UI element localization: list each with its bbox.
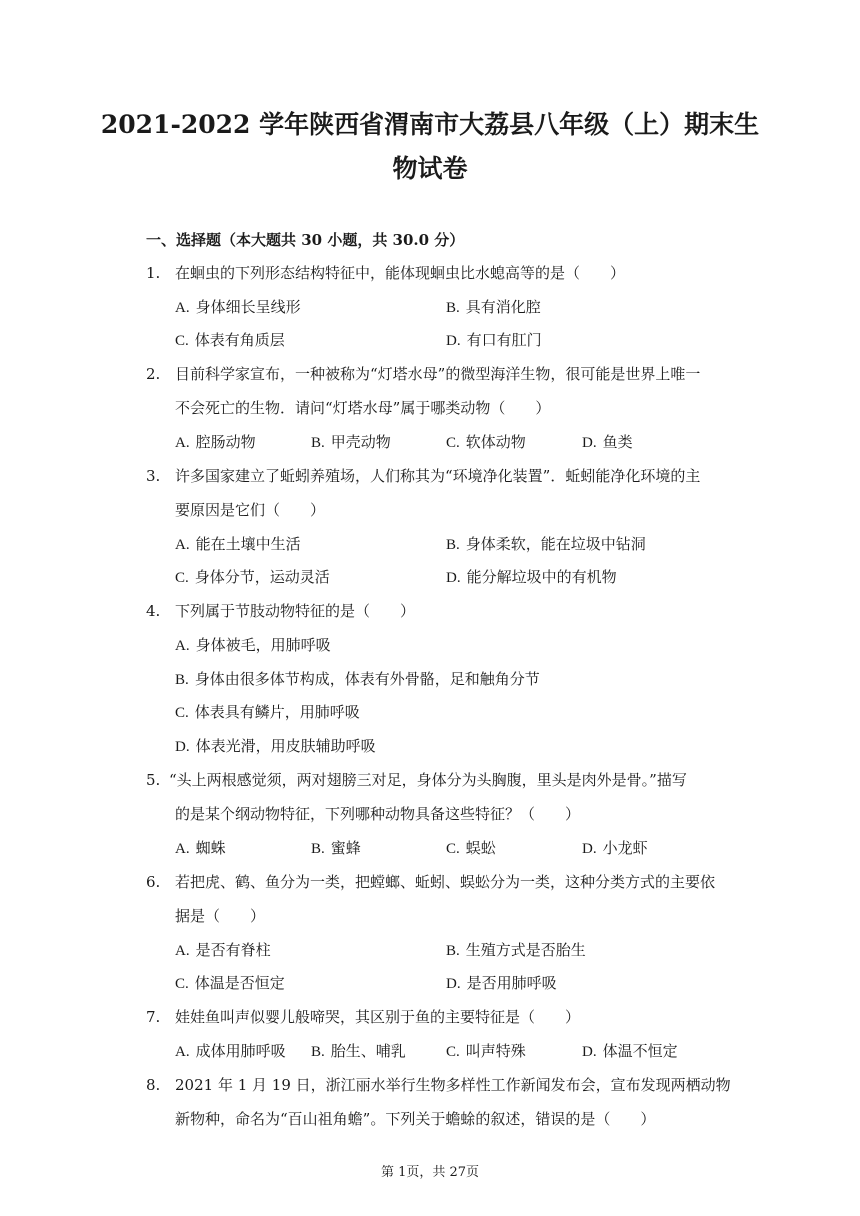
option-text: 腔肠动物 xyxy=(195,433,256,451)
option-text: 具有消化腔 xyxy=(465,298,541,316)
option-text: 是否用肺呼吸 xyxy=(466,974,557,992)
option-key: A. xyxy=(175,943,190,959)
option xyxy=(446,534,646,555)
question-text: 据是（ ） xyxy=(175,907,266,925)
option-text: 身体分节，运动灵活 xyxy=(194,568,330,586)
option-text: 生殖方式是否胎生 xyxy=(465,941,586,959)
option xyxy=(175,838,226,859)
option-key: C. xyxy=(175,976,189,992)
question-number: 2. xyxy=(146,365,161,383)
option xyxy=(582,1041,678,1062)
question-number: 4. xyxy=(146,602,161,620)
option-text: 小龙虾 xyxy=(602,839,648,857)
question-text: 的是某个纲动物特征，下列哪种动物具备这些特征？（ ） xyxy=(175,805,581,823)
option xyxy=(311,1041,406,1062)
option-key: D. xyxy=(446,570,461,586)
option xyxy=(175,330,285,351)
question-text: 不会死亡的生物．请问“灯塔水母”属于哪类动物（ ） xyxy=(175,399,551,417)
question-number: 3. xyxy=(146,467,161,485)
option xyxy=(175,940,271,961)
option xyxy=(175,534,301,555)
option-text: 能分解垃圾中的有机物 xyxy=(466,568,617,586)
option-text: 鱼类 xyxy=(602,433,633,451)
question-text: 在蛔虫的下列形态结构特征中，能体现蛔虫比水螅高等的是（ ） xyxy=(175,264,626,282)
option-text: 身体被毛，用肺呼吸 xyxy=(195,636,331,654)
option xyxy=(175,1041,286,1062)
question-text: 娃娃鱼叫声似婴儿般啼哭，其区别于鱼的主要特征是（ ） xyxy=(175,1008,581,1026)
option-key: B. xyxy=(311,435,325,451)
option xyxy=(446,973,557,994)
question-number: 1. xyxy=(146,264,161,282)
option xyxy=(311,838,361,859)
option-key: D. xyxy=(582,841,597,857)
option-key: A. xyxy=(175,300,190,316)
option xyxy=(175,432,256,453)
option-text: 叫声特殊 xyxy=(465,1042,526,1060)
option-text: 是否有脊柱 xyxy=(195,941,271,959)
option-text: 蜘蛛 xyxy=(195,839,226,857)
option-key: D. xyxy=(582,435,597,451)
option-text: 体表有角质层 xyxy=(194,331,285,349)
option-key: C. xyxy=(175,705,189,721)
question-text: 许多国家建立了蚯蚓养殖场，人们称其为“环境净化装置”．蚯蚓能净化环境的主 xyxy=(175,467,701,485)
option-text: 体温是否恒定 xyxy=(194,974,285,992)
option-key: C. xyxy=(446,841,460,857)
option-key: B. xyxy=(446,300,460,316)
option-key: B. xyxy=(311,1044,325,1060)
option-key: D. xyxy=(582,1044,597,1060)
option-text: 身体柔软，能在垃圾中钻洞 xyxy=(465,535,646,553)
option-text: 成体用肺呼吸 xyxy=(195,1042,286,1060)
option xyxy=(311,432,391,453)
option xyxy=(175,669,540,690)
option xyxy=(175,567,330,588)
question-number: 8. xyxy=(146,1076,161,1094)
option xyxy=(446,1041,526,1062)
option xyxy=(175,635,331,656)
option-key: C. xyxy=(446,435,460,451)
page-title-line-1: 2021-2022 学年陕西省渭南市大荔县八年级（上）期末生 xyxy=(100,110,760,139)
option-text: 甲壳动物 xyxy=(330,433,391,451)
question-text: 目前科学家宣布，一种被称为“灯塔水母”的微型海洋生物，很可能是世界上唯一 xyxy=(175,365,701,383)
option xyxy=(175,297,301,318)
option-text: 体表具有鳞片，用肺呼吸 xyxy=(194,703,360,721)
option xyxy=(175,973,285,994)
option-key: B. xyxy=(311,841,325,857)
option-key: D. xyxy=(446,333,461,349)
option-text: 身体细长呈线形 xyxy=(195,298,301,316)
option xyxy=(175,736,376,757)
option xyxy=(446,838,496,859)
question-text: 2021 年 1 月 19 日，浙江丽水举行生物多样性工作新闻发布会，宣布发现两栖动物 xyxy=(175,1076,731,1094)
option-text: 胎生、哺乳 xyxy=(330,1042,406,1060)
option xyxy=(446,432,526,453)
option xyxy=(446,330,542,351)
question-text: “头上两根感觉须，两对翅膀三对足，身体分为头胸腹，里头是肉外是骨。”描写 xyxy=(169,771,687,789)
option-text: 能在土壤中生活 xyxy=(195,535,301,553)
page-title-line-2: 物试卷 xyxy=(392,154,468,183)
option-key: A. xyxy=(175,537,190,553)
option-key: A. xyxy=(175,1044,190,1060)
section-heading: 一、选择题（本大题共 30 小题，共 30.0 分） xyxy=(146,231,465,249)
option-key: B. xyxy=(175,672,189,688)
option-text: 体表光滑，用皮肤辅助呼吸 xyxy=(195,737,376,755)
option-text: 身体由很多体节构成，体表有外骨骼，足和触角分节 xyxy=(194,670,540,688)
option xyxy=(446,297,541,318)
question-number: 6. xyxy=(146,873,161,891)
option-key: D. xyxy=(446,976,461,992)
option-key: C. xyxy=(175,570,189,586)
option xyxy=(446,940,586,961)
question-text: 下列属于节肢动物特征的是（ ） xyxy=(175,602,416,620)
option-key: A. xyxy=(175,841,190,857)
option-key: A. xyxy=(175,435,190,451)
question-text: 新物种，命名为“百山祖角蟾”。下列关于蟾蜍的叙述，错误的是（ ） xyxy=(175,1110,656,1128)
option-text: 有口有肛门 xyxy=(466,331,542,349)
question-text: 若把虎、鹤、鱼分为一类，把螳螂、蚯蚓、蜈蚣分为一类，这种分类方式的主要依 xyxy=(175,873,716,891)
option-key: C. xyxy=(446,1044,460,1060)
option-key: C. xyxy=(175,333,189,349)
question-number: 5. xyxy=(146,771,161,789)
option-text: 软体动物 xyxy=(465,433,526,451)
page-footer: 第 1页，共 27页 xyxy=(380,1165,480,1180)
option-key: A. xyxy=(175,638,190,654)
option-text: 蜈蚣 xyxy=(465,839,496,857)
option xyxy=(582,838,648,859)
option xyxy=(582,432,633,453)
option-key: B. xyxy=(446,943,460,959)
option xyxy=(446,567,617,588)
question-number: 7. xyxy=(146,1008,161,1026)
option-key: D. xyxy=(175,739,190,755)
option-key: B. xyxy=(446,537,460,553)
option-text: 蜜蜂 xyxy=(330,839,361,857)
question-text: 要原因是它们（ ） xyxy=(175,501,326,519)
option-text: 体温不恒定 xyxy=(602,1042,678,1060)
option xyxy=(175,702,360,723)
